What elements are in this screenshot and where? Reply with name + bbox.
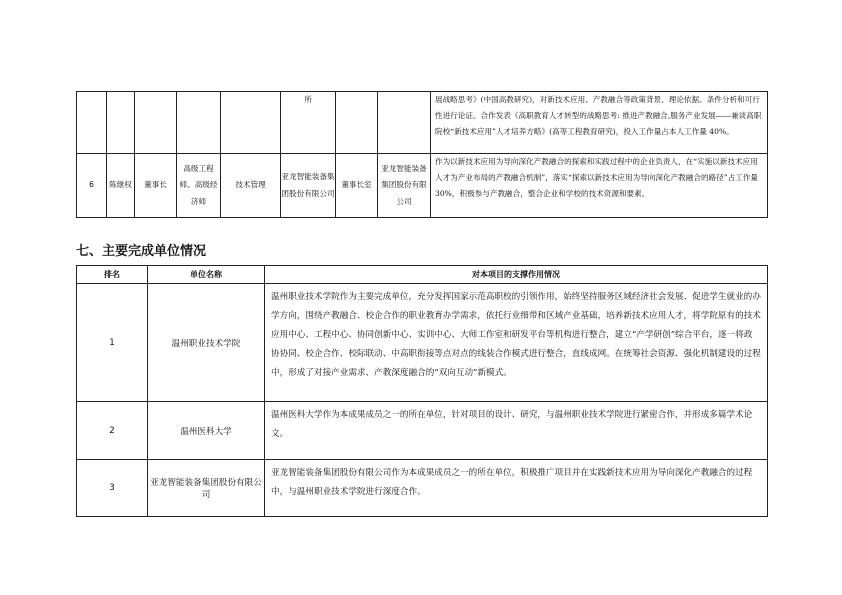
table-row [77,284,768,402]
completion-unit-cell: 亚龙智能装备集团股份有限公司 [378,154,431,218]
name-cell: 陈继权 [107,154,135,218]
table-row [77,460,768,517]
field-cell: 技术管理 [221,154,281,218]
work-unit-cell: 亚龙智能装备集团股份有限公司 [281,154,336,218]
unit-header: 单位名称 [148,266,265,284]
support-description: 温州职业技术学院作为主要完成单位，充分发挥国家示范高职校的引领作用，始终坚持服务区域经济社会发展、促进学生就业的办学方向，围绕产教融合、校企合作的职业教育办学需求，依托行业细带和区域产业基础，培养新技术应用人才，将学院原有的技术应用中心、工程中心、协同创新中心、实训中心、大师工作室和研发平台等机构进行整合，建立“产学研创”综合平台，逐一将政协协同、校企合作、校际联动、中高职衔接等点对点的线装合作模式进行整合，直线成网。在统筹社会资源、强化机制建设的过程中，形成了对接产业需求、产教深度融合的“双向互动”新模式。 [265,284,768,402]
personnel-table [76,91,768,218]
title-cell: 高级工程师、高级经济师 [177,154,221,218]
rank-cell: 1 [77,284,148,402]
rank-cell: 6 [77,154,107,218]
units-table [76,265,768,517]
support-description: 亚龙智能装备集团股份有限公司作为本成果成员之一的所在单位，积极推广项目并在实践新技术应用为导向深化产教融合的过程中，与温州职业技术学院进行深度合作。 [265,460,768,517]
unit-name-cell: 温州医科大学 [148,402,265,460]
role-header: 对本项目的支撑作用情况 [265,266,768,284]
rank-cell: 2 [77,402,148,460]
department-cell: 董事长室 [336,154,378,218]
table-row [77,92,768,154]
section-title: 七、主要完成单位情况 [76,244,207,259]
position-cell: 董事长 [135,154,177,218]
table-header-row [77,266,768,284]
rank-cell: 3 [77,460,148,517]
support-description: 温州医科大学作为本成果成员之一的所在单位，针对项目的设计、研究，与温州职业技术学院进行紧密合作，并形成多篇学术论文。 [265,402,768,460]
unit-name-cell: 亚龙智能装备集团股份有限公司 [148,460,265,517]
table-row [77,402,768,460]
unit-fragment: 所 [281,92,336,154]
contribution-description: 作为以新技术应用为导向深化产教融合的探索和实践过程中的企业负责人，在“实施以新技术应用人才为产业布局的产教融合机制”，落实“探索以新技术应用为导向深化产教融合的路径”占工作量 30%，积极参与产教融合，整合企业和学校的技术资源和要素。 [431,154,768,218]
rank-header: 排名 [77,266,148,284]
contribution-description: 展战略思考》(中国高教研究)，对新技术应用、产教融合等政策背景、理论依据、条件分析和可行性进行论证。合作发表《高职教育人才转型的战略思考: 推进产教融合,服务产业发展——兼谈高职院校“新技术应用”人才培养方略》(高等工程教育研究)，投入工作量占本人工作量 40%。 [431,92,768,154]
table-row [77,154,768,218]
unit-name-cell: 温州职业技术学院 [148,284,265,402]
